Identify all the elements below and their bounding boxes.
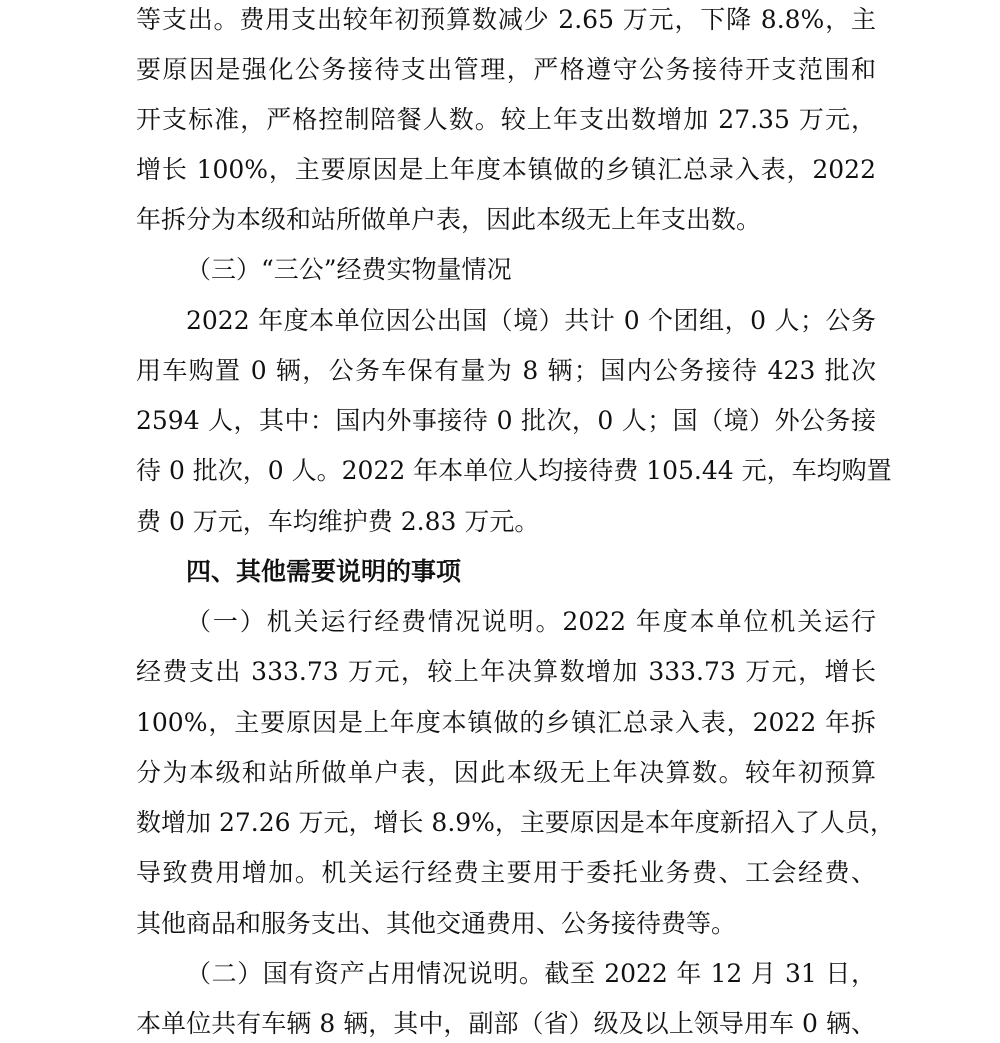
paragraph-line: 经费支出 333.73 万元，较上年决算数增加 333.73 万元，增长 (136, 657, 876, 686)
paragraph-line: 2594 人，其中：国内外事接待 0 批次，0 人；国（境）外公务接 (136, 406, 876, 435)
paragraph-line: 其他商品和服务支出、其他交通费用、公务接待费等。 (136, 909, 737, 938)
paragraph-line: （二）国有资产占用情况说明。截至 2022 年 12 月 31 日， (186, 959, 876, 988)
paragraph-line: 数增加 27.26 万元，增长 8.9%，主要原因是本年度新招入了人员， (136, 808, 895, 837)
paragraph-line: 2022 年度本单位因公出国（境）共计 0 个团组，0 人；公务 (186, 306, 876, 335)
paragraph-line: 待 0 批次，0 人。2022 年本单位人均接待费 105.44 元，车均购置 (136, 456, 892, 485)
section-heading-four: 四、其他需要说明的事项 (186, 557, 462, 586)
paragraph-line: 增长 100%，主要原因是上年度本镇做的乡镇汇总录入表，2022 (136, 155, 876, 184)
paragraph-line: 要原因是强化公务接待支出管理，严格遵守公务接待开支范围和 (136, 55, 876, 84)
paragraph-line: 本单位共有车辆 8 辆，其中，副部（省）级及以上领导用车 0 辆、 (136, 1009, 876, 1038)
paragraph-line: 费 0 万元，车均维护费 2.83 万元。 (136, 507, 540, 536)
paragraph-line: （一）机关运行经费情况说明。2022 年度本单位机关运行 (186, 607, 876, 636)
section-heading-three: （三）“三公”经费实物量情况 (186, 255, 512, 284)
paragraph-line: 开支标准，严格控制陪餐人数。较上年支出数增加 27.35 万元， (136, 105, 876, 134)
paragraph-line: 等支出。费用支出较年初预算数减少 2.65 万元，下降 8.8%，主 (136, 5, 876, 34)
paragraph-line: 100%，主要原因是上年度本镇做的乡镇汇总录入表，2022 年拆 (136, 708, 876, 737)
paragraph-line: 年拆分为本级和站所做单户表，因此本级无上年支出数。 (136, 205, 762, 234)
paragraph-line: 分为本级和站所做单户表，因此本级无上年决算数。较年初预算 (136, 758, 876, 787)
paragraph-line: 用车购置 0 辆，公务车保有量为 8 辆；国内公务接待 423 批次 (136, 356, 876, 385)
paragraph-line: 导致费用增加。机关运行经费主要用于委托业务费、工会经费、 (136, 858, 876, 887)
